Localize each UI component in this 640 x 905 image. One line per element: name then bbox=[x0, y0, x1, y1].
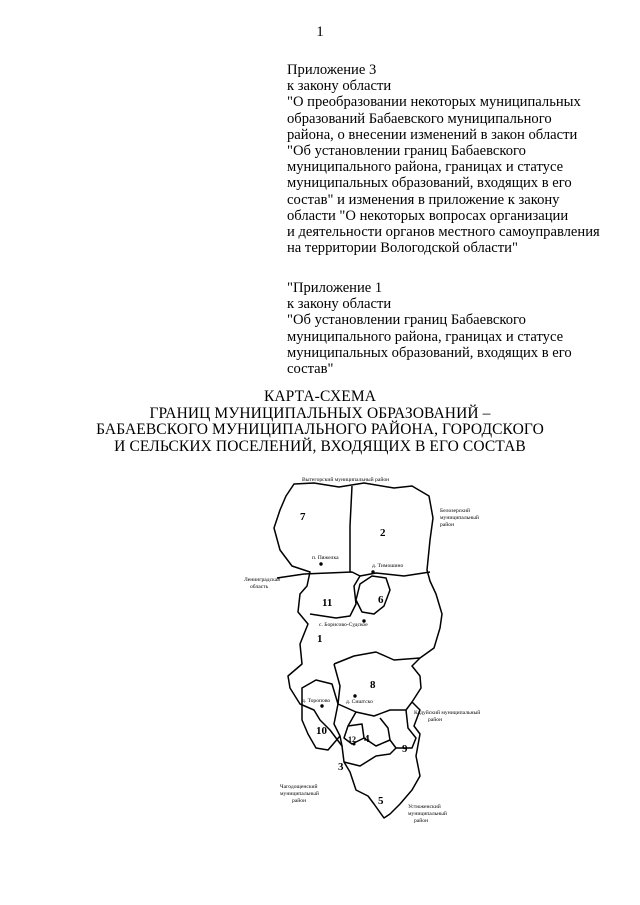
neighbor-label-leningrad: область bbox=[250, 584, 269, 590]
settlement-dot bbox=[371, 570, 374, 573]
district-map bbox=[244, 466, 484, 826]
boundary-line bbox=[360, 572, 430, 576]
appendix-line: и деятельности органов местного самоуправления bbox=[287, 224, 600, 241]
appendix-line: образований Бабаевского муниципального bbox=[287, 110, 552, 127]
neighbor-label-leningrad: Ленинградская bbox=[244, 577, 280, 583]
inner-appendix-line: состав" bbox=[287, 361, 334, 378]
settlement-dot bbox=[353, 694, 356, 697]
region-number-10: 10 bbox=[316, 725, 327, 737]
boundary-line bbox=[334, 652, 420, 664]
appendix-line: муниципального района, границах и статусе bbox=[287, 159, 564, 176]
appendix-line: состав" и изменения в приложение к закону bbox=[287, 191, 560, 208]
neighbor-label-ustyuzhensky: Устюженский bbox=[408, 804, 441, 810]
region-number-6: 6 bbox=[378, 594, 384, 606]
boundary-line bbox=[350, 486, 352, 572]
region-number-12: 12 bbox=[348, 735, 356, 744]
inner-appendix-line: муниципального района, границах и статусе bbox=[287, 328, 564, 345]
title-line: И СЕЛЬСКИХ ПОСЕЛЕНИЙ, ВХОДЯЩИХ В ЕГО СОСТАВ bbox=[114, 437, 526, 455]
neighbor-label-chagodoshchensky: муниципальный bbox=[280, 791, 319, 797]
settlement-label-pyazhelka: п. Пяжелка bbox=[312, 555, 339, 561]
title-line: ГРАНИЦ МУНИЦИПАЛЬНЫХ ОБРАЗОВАНИЙ – bbox=[149, 404, 491, 422]
appendix-line: области "О некоторых вопросах организации bbox=[287, 207, 569, 224]
region-number-7: 7 bbox=[300, 511, 306, 523]
appendix-line: муниципальных образований, входящих в его bbox=[287, 175, 572, 192]
appendix-line: "Об установлении границ Бабаевского bbox=[287, 143, 526, 160]
settlement-label-timoshino: д. Тимошино bbox=[372, 563, 404, 569]
inner-appendix-line: муниципальных образований, входящих в его bbox=[287, 344, 572, 361]
inner-appendix-line: к закону области bbox=[287, 296, 392, 313]
region-number-2: 2 bbox=[380, 527, 386, 539]
neighbor-label-chagodoshchensky: Чагодощенский bbox=[280, 784, 318, 790]
neighbor-label-kaduysky: район bbox=[428, 717, 443, 723]
region-number-4: 4 bbox=[364, 733, 370, 745]
document-title bbox=[0, 389, 640, 455]
boundary-line bbox=[310, 576, 360, 618]
appendix-line: района, о внесении изменений в закон области bbox=[287, 126, 578, 143]
settlement-label-borisovo-sudskoe: с. Борисово-Судское bbox=[319, 622, 368, 628]
page-number: 1 bbox=[316, 24, 324, 40]
region-number-3: 3 bbox=[338, 761, 344, 773]
neighbor-label-vytegorsky: Вытегорский муниципальный район bbox=[302, 477, 390, 483]
boundary-line bbox=[277, 572, 360, 578]
settlement-label-sinitsino: д. Сиштско bbox=[346, 699, 373, 705]
appendix-header bbox=[287, 62, 617, 256]
region-number-1: 1 bbox=[317, 633, 323, 645]
inner-appendix-line: "Приложение 1 bbox=[287, 280, 383, 296]
region-number-8: 8 bbox=[370, 679, 376, 691]
appendix-line: Приложение 3 bbox=[287, 62, 377, 78]
inner-appendix-line: "Об установлении границ Бабаевского bbox=[287, 312, 526, 329]
settlement-label-toropovo: д. Торопово bbox=[302, 698, 331, 704]
region-number-11: 11 bbox=[322, 597, 333, 609]
neighbor-label-chagodoshchensky: район bbox=[292, 798, 307, 804]
neighbor-label-belozersky: Белозерский bbox=[440, 508, 470, 514]
district-outline bbox=[274, 483, 442, 818]
inner-appendix-header bbox=[287, 280, 617, 377]
title-line: БАБАЕВСКОГО МУНИЦИПАЛЬНОГО РАЙОНА, ГОРОДСКОГО bbox=[96, 421, 544, 439]
neighbor-label-kaduysky: Кадуйский муниципальный bbox=[414, 710, 481, 716]
region-number-5: 5 bbox=[378, 795, 384, 807]
appendix-line: к закону области bbox=[287, 78, 392, 95]
appendix-line: на территории Вологодской области" bbox=[287, 240, 518, 257]
neighbor-label-ustyuzhensky: муниципальный bbox=[408, 811, 447, 817]
settlement-dot bbox=[320, 704, 323, 707]
settlement-dot bbox=[319, 562, 322, 565]
appendix-line: "О преобразовании некоторых муниципальных bbox=[287, 94, 581, 111]
neighbor-label-ustyuzhensky: район bbox=[414, 818, 429, 824]
region-number-9: 9 bbox=[402, 743, 408, 755]
title-line: КАРТА-СХЕМА bbox=[263, 388, 377, 405]
neighbor-label-belozersky: муниципальный bbox=[440, 515, 479, 521]
boundary-line bbox=[302, 680, 340, 750]
neighbor-label-belozersky: район bbox=[440, 522, 455, 528]
boundary-line bbox=[356, 576, 390, 614]
